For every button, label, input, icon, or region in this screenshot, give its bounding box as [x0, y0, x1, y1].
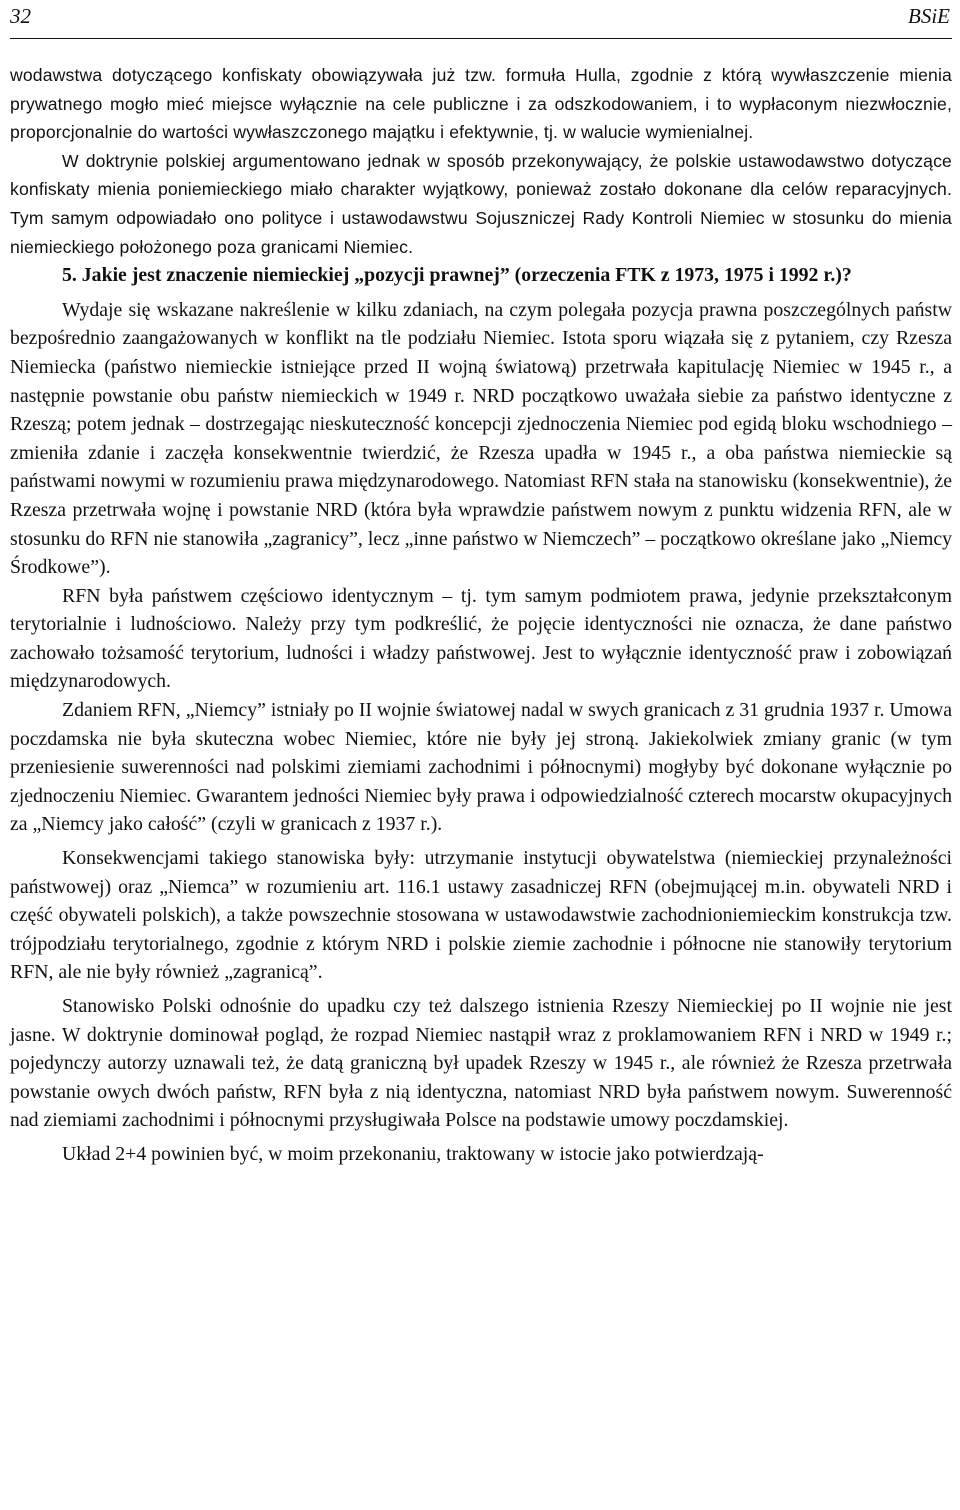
- page-number: 32: [10, 4, 31, 28]
- paragraph-frg-identity: RFN była państwem częściowo identycznym – tj. tym samym podmiotem prawa, jedynie przekształconym terytorialnie i ludnościowo. Należy przy tym podkreślić, że pojęcie identyczności nie oznacza, że dane państwo zachowało tożsamość terytorium, ludności i władzy państwowej. Jest to wyłącznie identyczność praw i zobowiązań międzynarodowych.: [10, 584, 952, 693]
- paragraph-continuation: wodawstwa dotyczącego konfiskaty obowiązywała już tzw. formuła Hulla, zgodnie z którą wywłaszczenie mienia prywatnego mogło mieć miejsce wyłącznie na cele publiczne i za odszkodowaniem, i to wypłaconym niezwłocznie, proporcjonalnie do wartości wywłaszczonego majątku i efektywnie, tj. w walucie wymienialnej.: [10, 65, 952, 143]
- paragraph-legal-positions: Wydaje się wskazane nakreślenie w kilku zdaniach, na czym polegała pozycja prawna poszczególnych państw bezpośrednio zaangażowanych w konflikt na tle podziału Niemiec. Istota sporu wiązała się z pytaniem, czy Rzesza Niemiecka (państwo niemieckie istniejące przed II wojną światową) przetrwała kapitulację Niemiec w 1945 r., a następnie powstanie obu państw niemieckich w 1949 r. NRD początkowo uważała siebie za państwo identyczne z Rzeszą; potem jednak – dostrzegając nieskuteczność koncepcji zjednoczenia Niemiec pod egidą bloku wschodniego –zmieniła zdanie i zaczęła konsekwentnie twierdzić, że Rzesza upadła w 1945 r., a oba państwa niemieckie są państwami nowymi w rozumieniu prawa międzynarodowego. Natomiast RFN stała na stanowisku (konsekwentnie), że Rzesza przetrwała wojnę i powstanie NRD (która była wprawdzie państwem nowym z punktu widzenia RFN, ale w stosunku do RFN nie stanowiła „zagranicy”, lecz „inne państwo w Niemczech” – początkowo określane jako „Niemcy Środkowe”).: [10, 298, 952, 579]
- paragraph-consequences: Konsekwencjami takiego stanowiska były: utrzymanie instytucji obywatelstwa (niemieckiej przynależności państwowej) oraz „Niemca” w rozumieniu art. 116.1 ustawy zasadniczej RFN (obejmującej m.in. obywateli NRD i część obywateli polskich), a także powszechnie stosowana w ustawodawstwie zachodnioniemieckim konstrukcja tzw. trójpodziału terytorialnego, zgodnie z którym NRD i polskie ziemie zachodnie i północne nie stanowiły terytorium RFN, ale nie były również „zagranicą”.: [10, 847, 952, 984]
- paragraph-polish-doctrine: W doktrynie polskiej argumentowano jednak w sposób przekonywający, że polskie ustawodawstwo dotyczące konfiskaty mienia poniemieckiego miało charakter wyjątkowy, ponieważ zostało dokonane dla celów reparacyjnych. Tym samym odpowiadało ono polityce i ustawodawstwu Sojuszniczej Rady Kontroli Niemiec w stosunku do mienia niemieckiego położonego poza granicami Niemiec.: [10, 150, 952, 257]
- paragraph-frg-view-borders: Zdaniem RFN, „Niemcy” istniały po II wojnie światowej nadal w swych granicach z 31 grudnia 1937 r. Umowa poczdamska nie była skuteczna wobec Niemiec, które nie były jej stroną. Jakiekolwiek zmiany granic (w tym przeniesienie suwerenności nad polskimi ziemiami zachodnimi i północnymi) mogłyby być dokonane wyłącznie po zjednoczeniu Niemiec. Gwarantem jedności Niemiec były prawa i odpowiedzialność czterech mocarstw okupacyjnych za „Niemcy jako całość” (czyli w granicach z 1937 r.).: [10, 699, 952, 836]
- running-header: [10, 0, 952, 39]
- paragraph-polish-position: Stanowisko Polski odnośnie do upadku czy też dalszego istnienia Rzeszy Niemieckiej po II wojnie nie jest jasne. W doktrynie dominował pogląd, że rozpad Niemiec nastąpił wraz z proklamowaniem RFN i NRD w 1949 r.; pojedynczy autorzy uznawali też, że datą graniczną był upadek Rzeszy w 1945 r., ale również że Rzesza przetrwała powstanie owych dwóch państw, RFN była z nią identyczna, natomiast NRD była państwem nowym. Suwerenność nad ziemiami zachodnimi i północnymi przysługiwała Polsce na podstawie umowy poczdamskiej.: [10, 995, 952, 1132]
- journal-abbreviation: BSiE: [908, 4, 950, 28]
- paragraph-two-plus-four: Układ 2+4 powinien być, w moim przekonaniu, traktowany w istocie jako potwierdzają-: [62, 1142, 764, 1165]
- section-heading-5: 5. Jakie jest znaczenie niemieckiej „pozycji prawnej” (orzeczenia FTK z 1973, 1975 i 1992 r.)?: [62, 264, 852, 287]
- body-text: [10, 61, 952, 1169]
